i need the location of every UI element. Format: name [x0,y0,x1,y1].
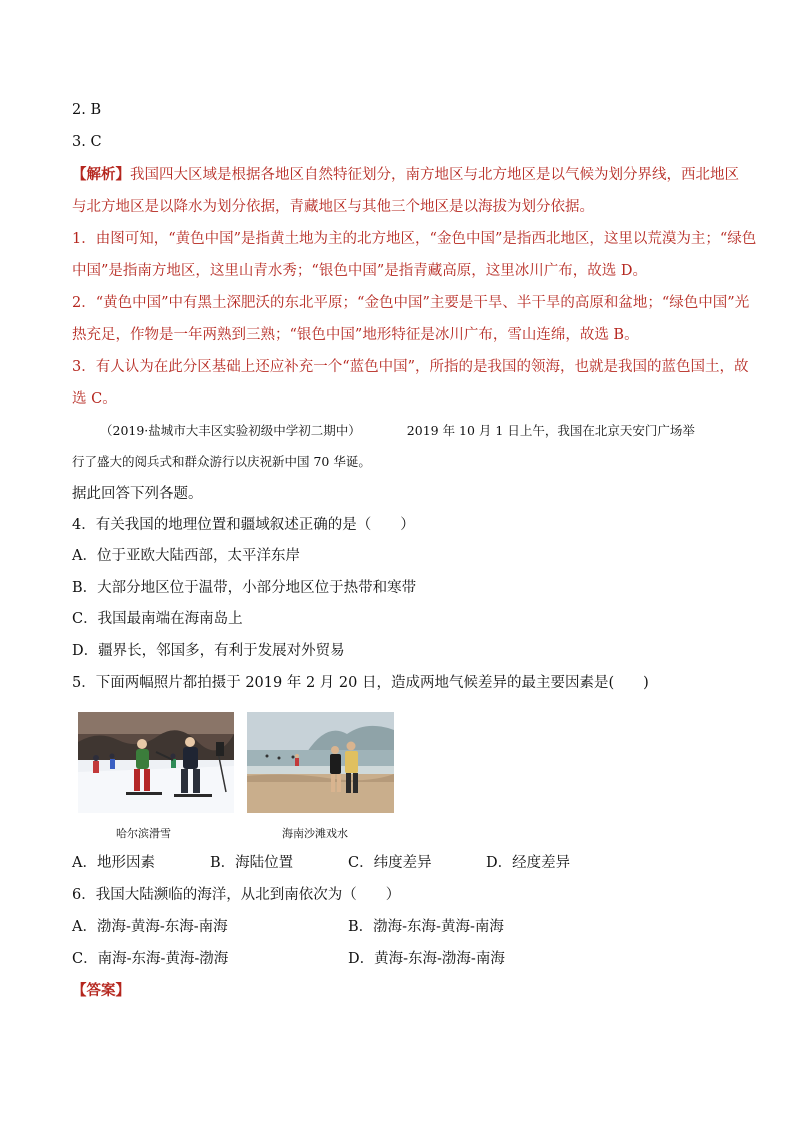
caption-hainan: 海南沙滩戏水 [282,827,348,840]
question-4-option-a: A．位于亚欧大陆西部，太平洋东岸 [72,548,300,564]
question-5-option-c: C．纬度差异 [348,855,432,871]
analysis-p2-line1: 2．“黄色中国”中有黑土深肥沃的东北平原；“金色中国”主要是干旱、半干旱的高原和盆地；“绿色中国”光 [72,295,750,311]
question-6-option-c: C．南海-东海-黄海-渤海 [72,951,229,967]
analysis-p1-line2: 中国”是指南方地区，这里山青水秀；“银色中国”是指青藏高原，这里冰川广布，故选 D。 [72,263,647,279]
harbin-skiing-image [78,712,234,813]
analysis-intro-line2: 与北方地区是以降水为划分依据，青藏地区与其他三个地区是以海拔为划分依据。 [72,199,594,215]
caption-harbin: 哈尔滨滑雪 [116,827,171,840]
question-5-option-b: B．海陆位置 [210,855,294,871]
analysis-intro-line1: 【解析】我国四大区域是根据各地区自然特征划分，南方地区与北方地区是以气候为划分界线，西北地区 [72,166,739,183]
hainan-beach-image [247,712,394,813]
question-4-option-b: B．大部分地区位于温带，小部分地区位于热带和寒带 [72,580,417,596]
material-instruction: 据此回答下列各题。 [72,486,203,502]
question-5-option-d: D．经度差异 [486,855,571,871]
material-source: （2019·盐城市大丰区实验初级中学初二期中） [100,423,361,438]
material-line1: （2019·盐城市大丰区实验初级中学初二期中） 2019 年 10 月 1 日上午，我国在北京天安门广场举 [100,423,695,438]
answer-tag: 【答案】 [72,982,130,999]
question-5-stem: 5．下面两幅照片都拍摄于 2019 年 2 月 20 日，造成两地气候差异的最主要因素是( ) [72,675,649,691]
question-6-stem: 6．我国大陆濒临的海洋，从北到南依次为（ ） [72,887,401,903]
question-4-stem: 4．有关我国的地理位置和疆域叙述正确的是（ ） [72,517,415,533]
harbin-skiing-photo [78,712,234,813]
analysis-p2-line2: 热充足，作物是一年两熟到三熟；“银色中国”地形特征是冰川广布，雪山连绵，故选 B。 [72,327,639,343]
question-5-option-a: A．地形因素 [72,855,155,871]
analysis-p1-line1: 1．由图可知，“黄色中国”是指黄土地为主的北方地区，“金色中国”是指西北地区，这里以荒漠为主；“绿色 [72,231,757,247]
material-line2: 行了盛大的阅兵式和群众游行以庆祝新中国 70 华诞。 [72,454,371,469]
question-6-option-b: B．渤海-东海-黄海-南海 [348,919,504,935]
question-6-option-a: A．渤海-黄海-东海-南海 [72,919,228,935]
question-4-option-c: C．我国最南端在海南岛上 [72,611,243,627]
answer-2: 2. B [72,102,102,118]
analysis-p3-line2: 选 C。 [72,391,117,407]
analysis-tag: 【解析】 [72,166,130,183]
hainan-beach-photo [247,712,394,813]
question-6-option-d: D．黄海-东海-渤海-南海 [348,951,505,967]
analysis-p3-line1: 3．有人认为在此分区基础上还应补充一个“蓝色中国”，所指的是我国的领海，也就是我国的蓝色国土，故 [72,359,749,375]
question-4-option-d: D．疆界长，邻国多，有利于发展对外贸易 [72,643,345,659]
answer-3: 3. C [72,134,102,150]
